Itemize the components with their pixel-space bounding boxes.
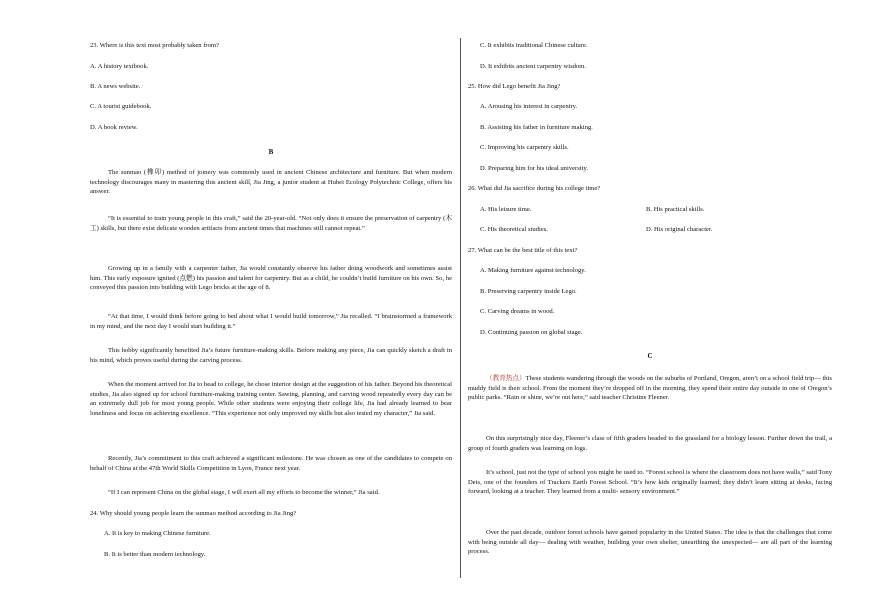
q27-option-a: A. Making furniture against technology. (480, 267, 586, 274)
b-paragraph-2: “It is essential to train young people in this craft,” said the 20-year-old. “Not only does it ensure the preservation of carpentry (木工) skills, but there exist delicate wooden artifacts from ancient times that machines still cannot repeat.” (90, 215, 452, 232)
c-paragraph-4: Over the past decade, outdoor forest schools have gained popularity in the United States. The idea is that the challenges that come with being outside all day— dealing with weather, building your own shelter, unearthing the unexpected— are all part of the learning process. (468, 529, 832, 556)
b-paragraph-5: This hobby significantly benefited Jia’s future furniture-making skills. Before making any piece, Jia can quickly sketch a draft in his mind, which proves useful during the carving process. (90, 347, 452, 364)
q25-option-b: B. Assisting his father in furniture making. (480, 124, 593, 131)
q25-option-d: D. Preparing him for his ideal university. (480, 165, 588, 172)
b-paragraph-1: The sunmao (榫卯) method of joinery was commonly used in ancient Chinese architecture and furniture. But when modern technology discourages many in mastering this ancient skill, Jia Jing, a junior student at Hubei Ecology Polytechnic College, offers his answer. (90, 169, 452, 196)
q23-option-a: A. A history textbook. (90, 63, 149, 70)
c-paragraph-2: On this surprisingly nice day, Fleener’s class of fifth graders headed to the grassland for a biology lesson. Further down the trail, a group of fourth graders was learning on logs. (468, 435, 832, 452)
b-paragraph-3: Growing up in a family with a carpenter father, Jia would constantly observe his father doing woodwork and sometimes assist him. This early exposure ignited (点燃) his passion and talent for carpentry. But as a child, he couldn’t build furniture on his own. So, he conveyed this passion into building with Lego bricks at the age of 8. (90, 265, 452, 292)
q24-stem: 24. Why should young people learn the sunmao method according to Jia Jing? (90, 510, 297, 517)
c-paragraph-1 (468, 374, 832, 403)
q27-stem: 27. What can be the best title of this text? (468, 247, 578, 254)
b-paragraph-4: “At that time, I would think before going to bed about what I would build tomorrow,” Jia recalled. “I brainstormed a framework in my mind, and the next day I would start building it.” (90, 313, 452, 330)
q24-option-d: D. It exhibits ancient carpentry wisdom. (480, 63, 587, 70)
q25-option-c: C. Improving his carpentry skills. (480, 144, 569, 151)
q26-option-d: D. His original character. (646, 226, 713, 233)
section-c-heading: C (647, 352, 653, 360)
q23-option-c: C. A tourist guidebook. (90, 103, 152, 110)
q24-option-b: B. It is better than modern technology. (104, 551, 206, 558)
q24-option-c: C. It exhibits traditional Chinese culture. (480, 42, 588, 49)
q24-option-a: A. It is key to making Chinese furniture. (104, 530, 211, 537)
b-paragraph-8: “If I can represent China on the global stage, I will exert all my efforts to become the winner,” Jia said. (108, 489, 380, 496)
q25-stem: 25. How did Lego benefit Jia Jing? (468, 83, 561, 90)
q27-option-c: C. Carving dreams in wood. (480, 308, 555, 315)
q27-option-b: B. Preserving carpentry inside Lego. (480, 288, 577, 295)
b-paragraph-6: When the moment arrived for Jia to head to college, he chose interior design at the suggestion of his father. Beyond his theoretical studies, Jia also signed up for school furniture-making training center. Sawing, planning, and carving wood repeatedly every day can be an extremely dull job for most young people. While other students were enjoying their college life, Jia had already learned to bear loneliness and focus on achieving excellence. “This experience not only improved my skills but also tested my character,” Jia said. (90, 381, 452, 417)
q23-option-d: D. A book review. (90, 124, 138, 131)
q23-option-b: B. A news website. (90, 83, 141, 90)
q26-stem: 26. What did Jia sacrifice during his college time? (468, 185, 601, 192)
hot-topic-tag: （教育热点） (486, 375, 526, 382)
section-b-heading: B (268, 148, 274, 156)
q27-option-d: D. Continuing passion on global stage. (480, 329, 583, 336)
c-paragraph-3: It’s school, just not the type of school you might be used to. “Forest school is where the classroom does not have walls,” said Tony Deis, one of the founders of Trackers Earth Forest School. “It’s how kids originally learned; they didn’t learn sitting at desks, facing forward, looking at a teacher. They learned from a multi- sensory environment.” (468, 469, 832, 496)
q26-option-c: C. His theoretical studies. (480, 226, 548, 233)
q23-stem: 23. Where is this text most probably taken from? (90, 42, 219, 49)
q26-option-a: A. His leisure time. (480, 206, 532, 213)
q25-option-a: A. Arousing his interest in carpentry. (480, 103, 578, 110)
c-paragraph-1-text: These students wandering through the woods on the suburbs of Portland, Oregon, aren’t on a school field trip— this muddy field is their school. From the moment they’re dropped off in the morning, they spend their entire day outside in one of Oregon’s public parks. “Rain or shine, we’re out here,” said teacher Christine Fleener. (468, 375, 832, 402)
column-divider (460, 38, 461, 578)
b-paragraph-7: Recently, Jia’s commitment to this craft achieved a significant milestone. He was chosen as one of the candidates to compete on behalf of China at the 47th World Skills Competition in Lyon, France next year. (90, 455, 452, 472)
q26-option-b: B. His practical skills. (646, 206, 705, 213)
